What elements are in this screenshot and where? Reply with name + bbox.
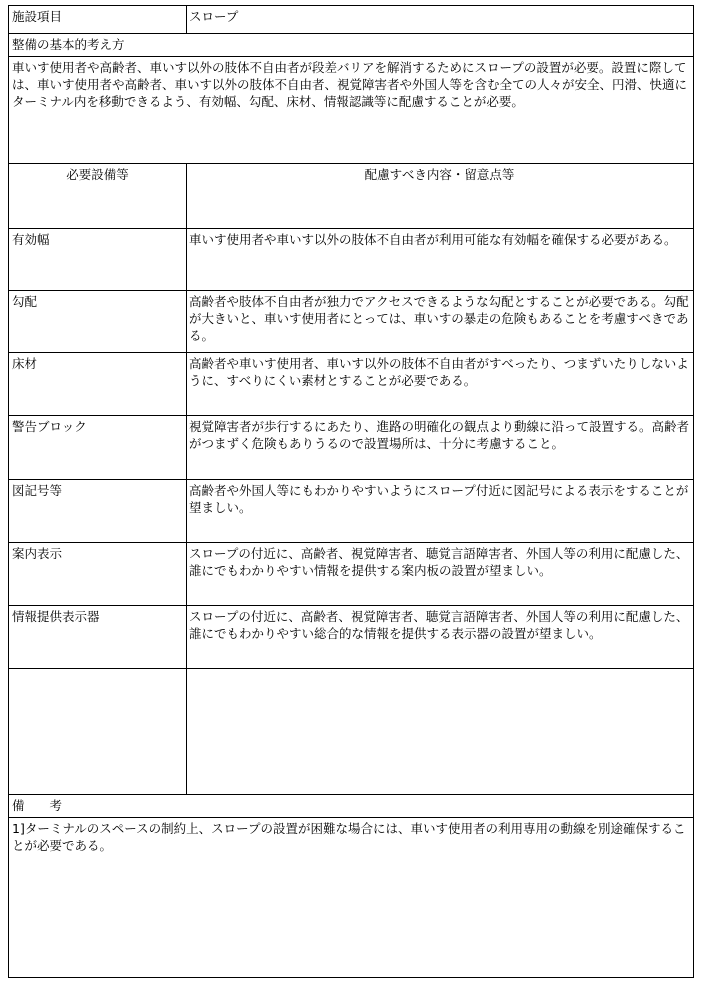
remarks-heading: 備 考 (12, 798, 63, 813)
facility-value: スロープ (189, 9, 239, 24)
table-row-item: 勾配 (12, 294, 38, 309)
concept-heading: 整備の基本的考え方 (12, 37, 125, 52)
table-row-note: 視覚障害者が歩行するにあたり、進路の明確化の観点より動線に沿って設置する。高齢者がつまずく危険もありうるので設置場所は、十分に考慮すること。 (189, 419, 690, 451)
remarks-text: 1]ターミナルのスペースの制約上、スロープの設置が困難な場合には、車いす使用者の利用専用の動線を別途確保することが必要である。 (12, 821, 686, 853)
table-row-note: 高齢者や肢体不自由者が独力でアクセスできるような勾配とすることが必要である。勾配が大きいと、車いす使用者にとっては、車いすの暴走の危険もあることを考慮すべきである。 (189, 294, 689, 343)
table-row-note: スロープの付近に、高齢者、視覚障害者、聴覚言語障害者、外国人等の利用に配慮した、誰にでもわかりやすい総合的な情報を提供する表示器の設置が望ましい。 (189, 609, 689, 641)
col-header-equipment: 必要設備等 (66, 167, 129, 182)
table-row-item: 案内表示 (12, 546, 63, 561)
table-row-note: スロープの付近に、高齢者、視覚障害者、聴覚言語障害者、外国人等の利用に配慮した、誰にでもわかりやすい情報を提供する案内板の設置が望ましい。 (189, 546, 689, 578)
column-divider (186, 163, 187, 794)
table-row-item: 情報提供表示器 (12, 609, 100, 624)
table-row-item: 床材 (12, 356, 38, 371)
table-row-note: 高齢者や車いす使用者、車いす以外の肢体不自由者がすべったり、つまずいたりしないように、すべりにくい素材とすることが必要である。 (189, 356, 689, 388)
concept-text: 車いす使用者や高齢者、車いす以外の肢体不自由者が段差バリアを解消するためにスロープの設置が必要。設置に際しては、車いす使用者や高齢者、車いす以外の肢体不自由者、視覚障害者や外国人等を含む全ての人々が安全、円滑、快適にターミナル内を移動できるよう、有効幅、勾配、床材、情報認識等に配慮することが必要。 (12, 60, 688, 109)
divider (186, 6, 187, 33)
table-row-note: 高齢者や外国人等にもわかりやすいようにスロープ付近に図記号による表示をすることが望ましい。 (189, 483, 689, 515)
facility-label: 施設項目 (12, 9, 63, 24)
table-row-note: 車いす使用者や車いす以外の肢体不自由者が利用可能な有効幅を確保する必要がある。 (189, 232, 677, 247)
facility-sheet (8, 5, 694, 978)
divider (9, 163, 693, 164)
table-row-item: 有効幅 (12, 232, 50, 247)
table-row-item: 図記号等 (12, 483, 63, 498)
table-row-item: 警告ブロック (12, 419, 87, 434)
divider (9, 668, 693, 669)
col-header-notes: 配慮すべき内容・留意点等 (364, 167, 515, 182)
